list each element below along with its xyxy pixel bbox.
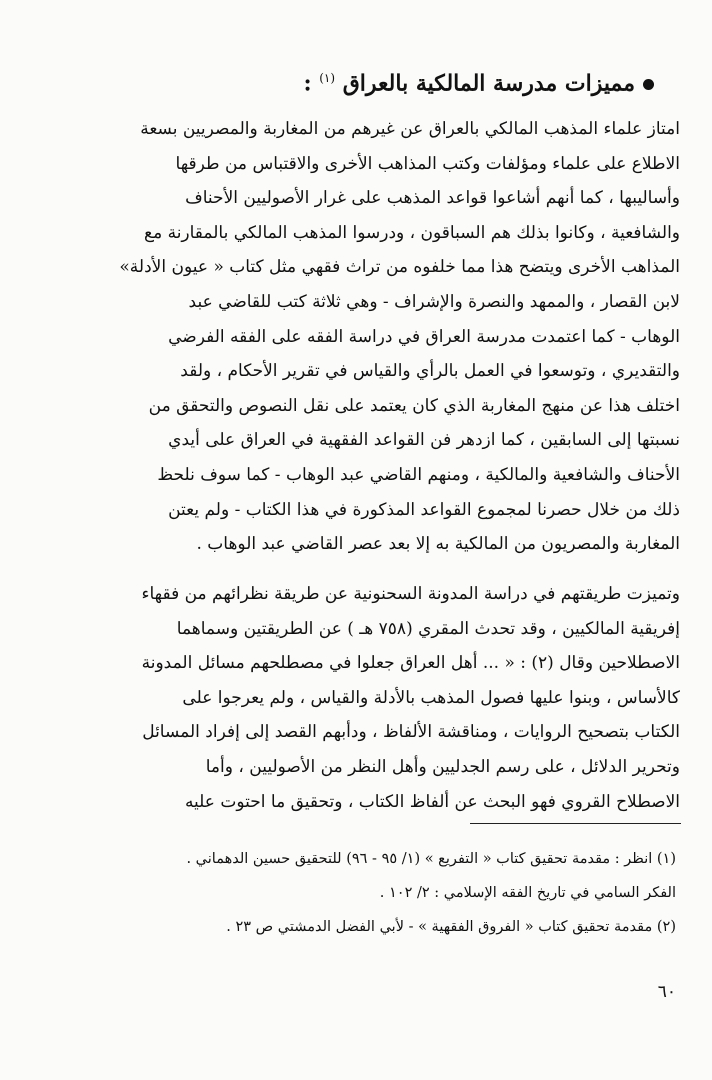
page-number: ٦٠ bbox=[657, 982, 676, 1002]
paragraph-1 bbox=[30, 112, 680, 562]
footnotes bbox=[36, 842, 676, 944]
text-line: الاطلاع على علماء ومؤلفات وكتب المذاهب الأخرى والاقتباس من طرقها bbox=[175, 153, 680, 174]
text-line: لابن القصار ، والممهد والنصرة والإشراف - وهي ثلاثة كتب للقاضي عبد bbox=[188, 291, 680, 312]
section-heading bbox=[94, 58, 654, 103]
text-line: الأحناف والشافعية والمالكية ، ومنهم القاضي عبد الوهاب - كما سوف نلحظ bbox=[157, 464, 680, 485]
heading-footnote-ref: (١) bbox=[319, 71, 336, 85]
text-line: والشافعية ، وكانوا بذلك هم السباقون ، ودرسوا المذهب المالكي بالمقارنة مع bbox=[144, 222, 680, 243]
text-line: المغاربة والمصريون من المالكية به إلا بعد عصر القاضي عبد الوهاب . bbox=[196, 534, 680, 555]
text-line: الاصطلاح القروي فهو البحث عن ألفاظ الكتاب ، وتحقيق ما احتوت عليه bbox=[184, 791, 680, 812]
text-line: المذاهب الأخرى ويتضح هذا مما خلفوه من تراث فقهي مثل كتاب « عيون الأدلة» bbox=[119, 257, 680, 278]
text-line: وتحرير الدلائل ، على رسم الجدليين وأهل النظر من الأصوليين ، وأما bbox=[205, 756, 680, 777]
footnote-line: (١) انظر : مقدمة تحقيق كتاب « التفريع » (١/ ٩٥ - ٩٦) للتحقيق حسين الدهماني . bbox=[186, 851, 676, 867]
footnote-separator bbox=[470, 823, 681, 824]
heading-colon: : bbox=[303, 70, 312, 97]
text-line: وتميزت طريقتهم في دراسة المدونة السحنونية عن طريقة نظرائهم من فقهاء bbox=[141, 584, 680, 604]
text-line: والتقديري ، وتوسعوا في العمل بالرأي والقياس في تقرير الأحكام ، ولقد bbox=[180, 361, 680, 382]
text-line: كالأساس ، وبنوا عليها فصول المذهب بالأدلة والقياس ، ولم يعرجوا على bbox=[182, 687, 680, 708]
text-line: الكتاب بتصحيح الروايات ، ومناقشة الألفاظ ، ودأبهم القصد إلى إفراد المسائل bbox=[142, 722, 680, 743]
text-line: ذلك من خلال حصرنا لمجموع القواعد المذكورة في هذا الكتاب - ولم يعتن bbox=[168, 499, 680, 520]
text-line: نسبتها إلى السابقين ، كما ازدهر فن القواعد الفقهية في العراق على أيدي bbox=[168, 430, 680, 451]
text-line: إفريقية المالكيين ، وقد تحدث المقري (٧٥٨ هـ ) عن الطريقتين وسماهما bbox=[176, 618, 680, 639]
bullet-icon bbox=[643, 79, 654, 90]
paragraph-2 bbox=[30, 577, 680, 819]
footnote-line: (٢) مقدمة تحقيق كتاب « الفروق الفقهية » - لأبي الفضل الدمشتي ص ٢٣ . bbox=[226, 919, 676, 935]
text-line: اختلف هذا عن منهج المغاربة الذي كان يعتمد على نقل النصوص والتحقق من bbox=[148, 395, 680, 416]
text-line: امتاز علماء المذهب المالكي بالعراق عن غيرهم من المغاربة والمصريين بسعة bbox=[140, 119, 680, 139]
text-line: الوهاب - كما اعتمدت مدرسة العراق في دراسة الفقه على الفقه الفرضي bbox=[168, 326, 680, 347]
footnote-line: الفكر السامي في تاريخ الفقه الإسلامي : ٢/ ١٠٢ . bbox=[379, 885, 676, 901]
text-line: الاصطلاحين وقال (٢) : « ... أهل العراق جعلوا في مصطلحهم مسائل المدونة bbox=[141, 653, 680, 674]
heading-title: مميزات مدرسة المالكية بالعراق bbox=[342, 70, 635, 97]
text-line: وأساليبها ، كما أنهم أشاعوا قواعد المذهب على غرار الأصوليين الأحناف bbox=[185, 188, 680, 209]
